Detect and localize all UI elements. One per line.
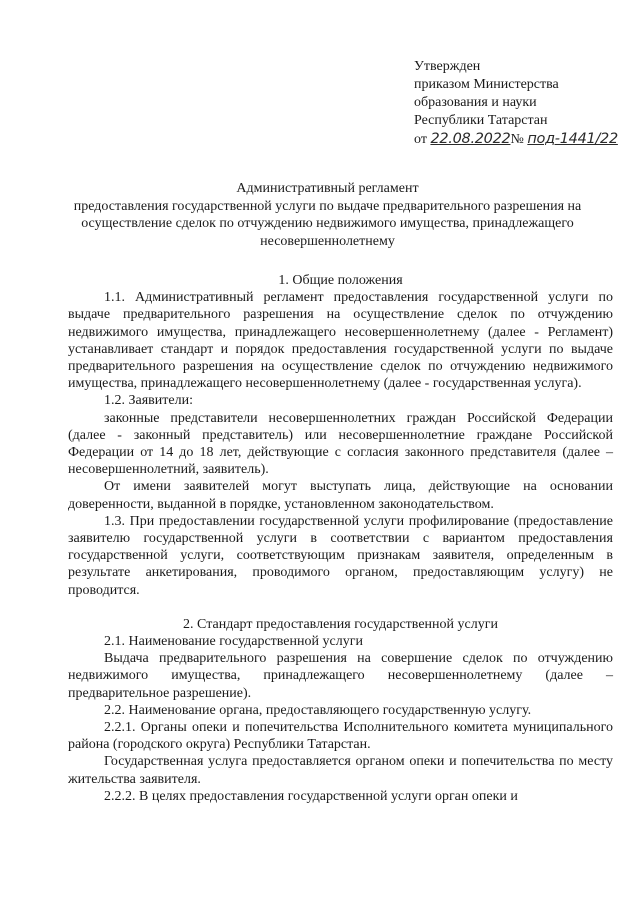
paragraph-1-3: 1.3. При предоставлении государственной услуги профилирование (предоставление заявителю государственной услуги в соответствии с вариантом предоставления государственной услуги, соответствующим признакам заявителя, определенным в результате анкетирования, проводимого органом, предоставляющим услугу) не проводится. bbox=[68, 513, 613, 598]
paragraph-2-2: 2.2. Наименование органа, предоставляющего государственную услугу. bbox=[104, 702, 532, 718]
paragraph-2-2-1: 2.2.1. Органы опеки и попечительства Исполнительного комитета муниципального района (городского округа) Республики Татарстан. bbox=[68, 720, 613, 753]
document-title bbox=[60, 180, 595, 250]
paragraph-2-2-1a: Государственная услуга предоставляется органом опеки и попечительства по месту жительства заявителя. bbox=[68, 754, 613, 787]
approval-line: Утвержден bbox=[414, 59, 481, 74]
handwritten-number: под-1441/22 bbox=[527, 131, 618, 147]
section-1-heading: 1. Общие положения bbox=[278, 273, 403, 288]
paragraph-1-2: 1.2. Заявители: bbox=[104, 393, 193, 409]
paragraph-2-1a: Выдача предварительного разрешения на совершение сделок по отчуждению недвижимого имущества, принадлежащего несовершеннолетнему (далее – предварительное разрешение). bbox=[68, 651, 613, 701]
number-sign: № bbox=[510, 132, 524, 147]
approval-line: приказом Министерства bbox=[414, 77, 559, 92]
approval-line: образования и науки bbox=[414, 95, 537, 110]
approval-line: Республики Татарстан bbox=[414, 113, 548, 128]
title-line-2: предоставления государственной услуги по выдаче предварительного разрешения на осуществление сделок по отчуждению недвижимого имущества, принадлежащего несовершеннолетнему bbox=[73, 198, 582, 249]
paragraph-2-2-2: 2.2.2. В целях предоставления государственной услуги орган опеки и bbox=[104, 788, 518, 804]
approval-block bbox=[414, 58, 629, 149]
paragraph-2-1: 2.1. Наименование государственной услуги bbox=[104, 634, 363, 650]
approval-date-number bbox=[414, 130, 629, 149]
date-prefix: от bbox=[414, 132, 427, 147]
title-line-1: Административный регламент bbox=[236, 181, 419, 196]
paragraph-1-2b: От имени заявителей могут выступать лица, действующие на основании доверенности, выданной в порядке, установленном законодательством. bbox=[68, 479, 613, 512]
paragraph-1-1: 1.1. Административный регламент предоставления государственной услуги по выдаче предварительного разрешения на осуществление сделок по отчуждению недвижимого имущества, принадлежащего несовершеннолетнему (далее - Регламент) устанавливает стандарт и порядок предоставления государственной услуги по выдаче предварительного разрешения на осуществление сделок по отчуждению недвижимого имущества, принадлежащего несовершеннолетнему (далее - государственная услуга). bbox=[68, 290, 613, 392]
paragraph-1-2a: законные представители несовершеннолетних граждан Российской Федерации (далее - законный представитель) или несовершеннолетние граждане Российской Федерации от 14 до 18 лет, действующие с согласия законного представителя (далее – несовершеннолетний, заявитель). bbox=[68, 410, 613, 478]
document-body bbox=[68, 272, 613, 805]
handwritten-date: 22.08.2022 bbox=[430, 131, 511, 147]
section-2-heading: 2. Стандарт предоставления государственной услуги bbox=[183, 616, 498, 632]
section-gap bbox=[68, 599, 613, 616]
